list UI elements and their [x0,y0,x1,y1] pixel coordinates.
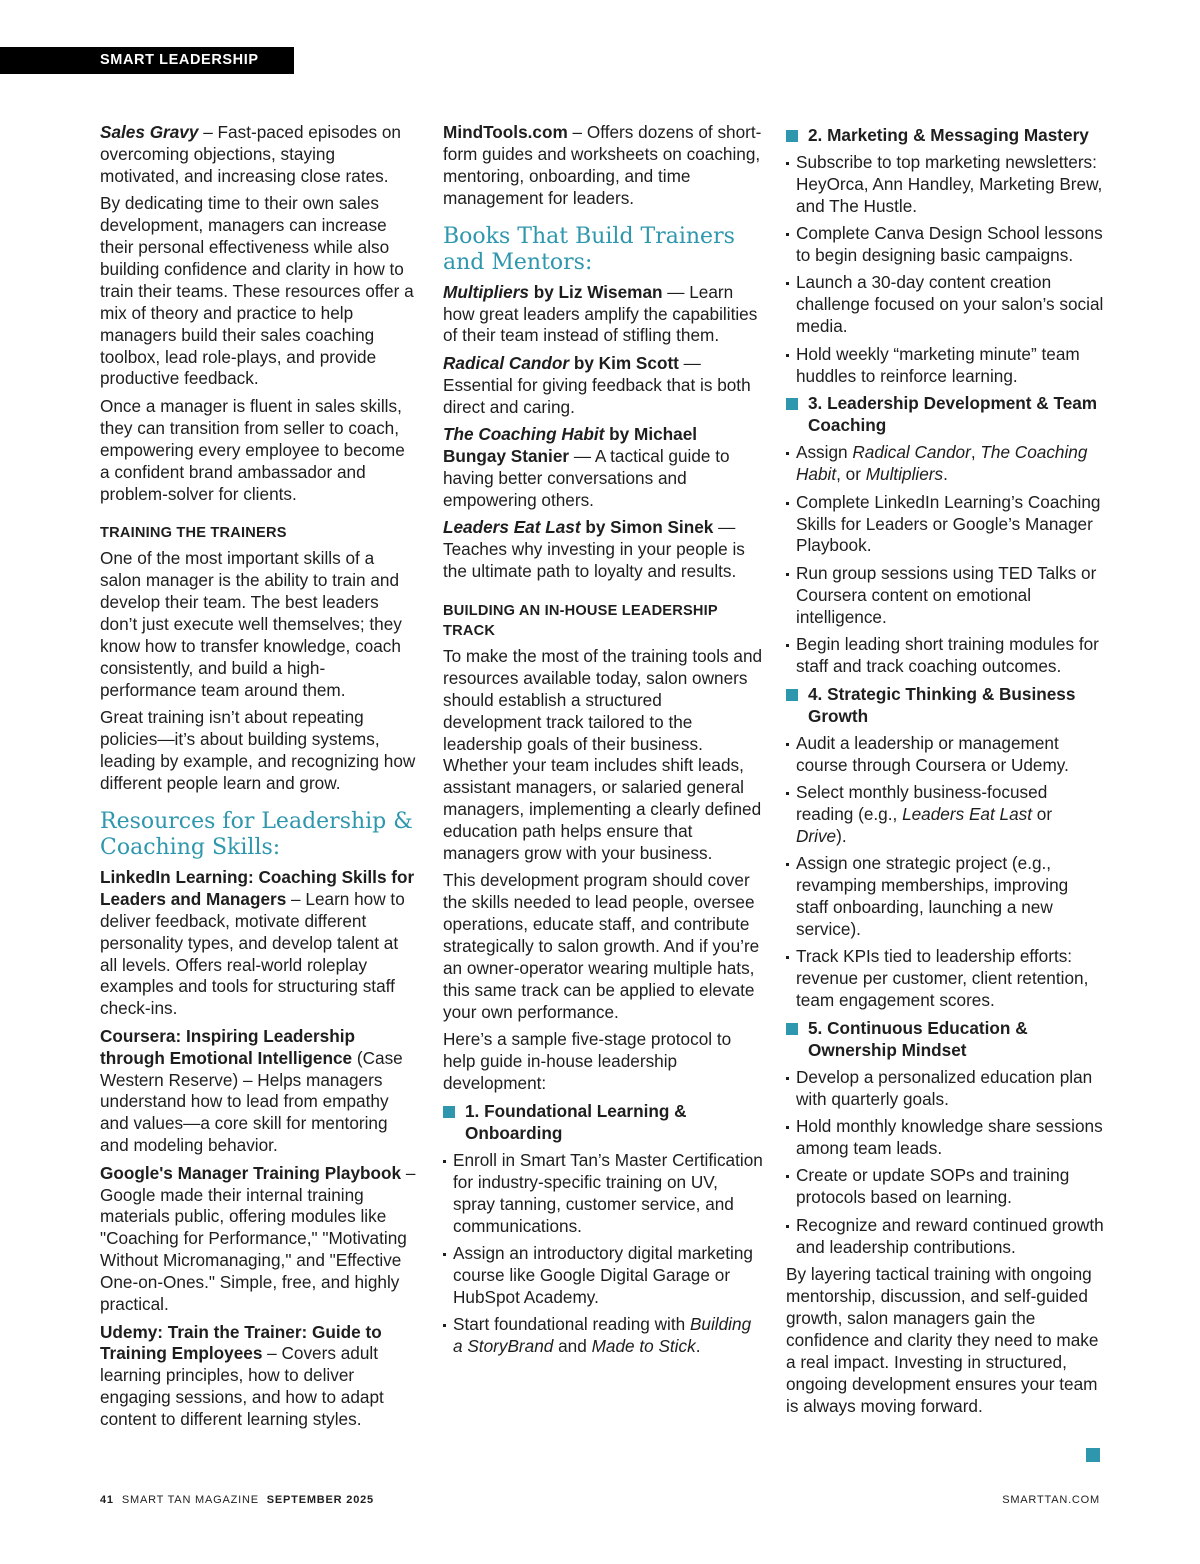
list-item: Subscribe to top marketing newsletters: HeyOrca, Ann Handley, Marketing Brew, and The Hustle. [786,152,1104,218]
book-title: The Coaching Habit [796,442,1088,485]
list-text: , [970,442,981,463]
list-item: Assign an introductory digital marketing course like Google Digital Garage or HubSpot Academy. [443,1243,763,1309]
list-item: Run group sessions using TED Talks or Coursera content on emotional intelligence. [786,563,1104,629]
list-text: Start foundational reading with [453,1314,690,1335]
list-item: Track KPIs tied to leadership efforts: revenue per customer, client retention, team engagement scores. [786,946,1104,1012]
list-item: Develop a personalized education plan with quarterly goals. [786,1067,1104,1111]
closing-paragraph: By layering tactical training with ongoing mentorship, discussion, and self-guided growth, salon managers gain the confidence and clarity they need to make a real impact. Investing in structured, ongoing development ensures your team is always moving forward. [786,1264,1099,1416]
magazine-name: SMART TAN MAGAZINE [121,1494,259,1506]
resource-title: Sales Gravy [100,122,199,142]
column-3 [786,122,1104,1423]
list-item: Assign one strategic project (e.g., revamping memberships, improving staff onboarding, launching a new service). [786,853,1104,941]
book-desc: — Teaches why investing in your people is the ultimate path to loyalty and results. [443,517,745,581]
footer-website: SMARTTAN.COM [1002,1494,1100,1506]
square-bullet-icon [786,130,798,142]
book-multipliers [443,282,763,348]
body-paragraph: Here’s a sample five-stage protocol to help guide in-house leadership development: [443,1029,732,1094]
book-desc: — Learn how great leaders amplify the capabilities of their team instead of stifling them. [443,281,758,346]
section-label: SMART LEADERSHIP [0,47,294,74]
body-paragraph: By dedicating time to their own sales development, managers can increase their personal effectiveness while also building confidence and clarity in how to train their teams. These resources offer a mix of theory and practice to help managers build their sales coaching toolbox, lead role-plays, and provide productive feedback. [100,193,414,389]
body-paragraph: Once a manager is fluent in sales skills, they can transition from seller to coach, empowering every employee to become a confident brand ambassador and problem-solver for clients. [100,395,405,504]
resource-google [100,1163,418,1316]
list-item: Complete Canva Design School lessons to begin designing basic campaigns. [786,223,1104,267]
book-title: The Coaching Habit [443,424,605,445]
resource-title: MindTools.com [443,122,568,142]
list-item: Recognize and reward continued growth and leadership contributions. [786,1215,1104,1259]
list-item: Hold monthly knowledge share sessions among team leads. [786,1116,1104,1160]
resource-sales-gravy [100,122,418,188]
book-desc: — A tactical guide to having better conversations and empowering others. [443,445,730,510]
book-title: Leaders Eat Last [443,517,581,538]
resource-title: LinkedIn Learning: Coaching Skills for Leaders and Managers [100,866,415,909]
square-bullet-icon [786,689,798,701]
stage-4-heading [786,684,1104,728]
stage-3-heading [786,393,1104,437]
subhead-leadership-track: BUILDING AN IN-HOUSE LEADERSHIP TRACK [443,602,718,639]
stage-3-list [786,442,1104,678]
book-radical-candor [443,353,763,419]
square-bullet-icon [786,398,798,410]
book-desc: — Essential for giving feedback that is both direct and caring. [443,352,751,417]
subhead-training-the-trainers: TRAINING THE TRAINERS [100,525,287,542]
book-title: Multipliers [865,464,944,485]
book-title: Multipliers [443,281,529,302]
list-item [786,782,1104,848]
list-item: Hold weekly “marketing minute” team huddles to reinforce learning. [786,344,1104,388]
stage-1-heading [443,1101,763,1145]
body-paragraph: One of the most important skills of a salon manager is the ability to train and develop their team. The best leaders don’t just execute well themselves; they know how to transfer knowledge, coach consistently, and build a high-performance team around them. [100,548,402,700]
square-bullet-icon [443,1106,455,1118]
book-author: by Simon Sinek [580,517,714,538]
list-text: . [943,464,948,485]
list-text: and [553,1336,592,1357]
resource-udemy [100,1322,418,1432]
resource-desc: (Case Western Reserve) – Helps managers understand how to lead from empathy and values—a core skill for mentoring and modeling behavior. [100,1047,403,1156]
book-coaching-habit [443,424,763,512]
stage-title: 4. Strategic Thinking & Business Growth [808,683,1076,726]
book-leaders-eat-last [443,517,763,583]
resource-coursera [100,1026,418,1157]
list-item: Create or update SOPs and training protocols based on learning. [786,1165,1104,1209]
list-text: Assign [796,442,853,463]
end-of-article-icon [1086,1448,1100,1462]
stage-title: 1. Foundational Learning & Onboarding [465,1101,687,1143]
book-author: by Michael Bungay Stanier [443,424,698,466]
book-title: Building a StoryBrand [453,1314,752,1357]
list-text: Select monthly business-focused reading (e.g., [796,781,1048,824]
body-paragraph: This development program should cover the skills needed to lead people, oversee operations, educate staff, and contribute strategically to salon growth. And if you’re an owner-operator wearing multiple hats, this same track can be applied to elevate your own performance. [443,870,760,1022]
list-item [786,442,1104,486]
resource-title: Udemy: Train the Trainer: Guide to Training Employees [100,1321,382,1364]
list-text: ). [836,825,847,846]
stage-5-heading [786,1018,1104,1062]
column-1 [100,122,418,1437]
stage-4-list [786,733,1104,1012]
stage-5-list [786,1067,1104,1259]
list-text: , or [836,464,866,485]
book-author: by Liz Wiseman [528,281,663,302]
footer-folio [100,1493,374,1507]
stage-title: 2. Marketing & Messaging Mastery [808,125,1089,145]
book-title: Leaders Eat Last [902,803,1033,824]
book-title: Made to Stick [591,1336,696,1357]
resource-desc: – Fast-paced episodes on overcoming objections, staying motivated, and increasing close rates. [100,122,401,186]
square-bullet-icon [786,1023,798,1035]
stage-title: 5. Continuous Education & Ownership Mindset [808,1018,1028,1060]
stage-2-list [786,152,1104,388]
resource-desc: – Learn how to deliver feedback, motivate different personality types, and develop talent at all levels. Offers real-world roleplay examples and tools for structuring staff check-ins. [100,888,405,1019]
resource-title: Google's Manager Training Playbook [100,1162,402,1183]
list-item [443,1314,763,1358]
stage-1-list [443,1150,763,1358]
list-text: or [1032,803,1053,824]
list-text: . [695,1336,701,1357]
resource-desc: – Google made their internal training materials public, offering modules like "Coaching for Performance," "Motivating Without Micromanaging," and "Effective One-on-Ones." Simple, free, and highly practical. [100,1162,416,1315]
list-item: Launch a 30-day content creation challenge focused on your salon’s social media. [786,272,1104,338]
body-paragraph: To make the most of the training tools and resources available today, salon owners should establish a structured development track tailored to the leadership goals of their business. Whether your team includes shift leads, assistant managers, or salaried general managers, implementing a clearly defined education path helps ensure that managers grow with your business. [443,645,763,864]
column-2 [443,122,763,1364]
headline-resources: Resources for Leadership & Coaching Skills: [100,808,413,860]
resource-title: Coursera: Inspiring Leadership through Emotional Intelligence [100,1025,356,1068]
resource-desc: – Covers adult learning principles, how to deliver engaging sessions, and how to adapt content to different learning styles. [100,1343,384,1430]
stage-2-heading [786,125,1104,147]
resource-mindtools [443,122,763,210]
page-number: 41 [100,1494,114,1506]
list-item: Audit a leadership or management course through Coursera or Udemy. [786,733,1104,777]
stage-title: 3. Leadership Development & Team Coaching [808,393,1098,436]
issue-date: SEPTEMBER 2025 [266,1494,374,1506]
book-author: by Kim Scott [569,352,679,373]
resource-desc: – Offers dozens of short-form guides and worksheets on coaching, mentoring, onboarding, and time management for leaders. [443,122,762,208]
body-paragraph: Great training isn’t about repeating policies—it’s about building systems, leading by example, and recognizing how different people learn and grow. [100,707,416,793]
book-title: Radical Candor [443,352,570,373]
book-title: Drive [796,825,837,846]
resource-linkedin [100,867,418,1020]
list-item: Begin leading short training modules for staff and track coaching outcomes. [786,634,1104,678]
list-item: Complete LinkedIn Learning’s Coaching Skills for Leaders or Google’s Manager Playbook. [786,492,1104,558]
headline-books: Books That Build Trainers and Mentors: [443,223,735,275]
list-item: Enroll in Smart Tan’s Master Certification for industry-specific training on UV, spray tanning, customer service, and communications. [443,1150,763,1238]
book-title: Radical Candor [852,442,971,463]
